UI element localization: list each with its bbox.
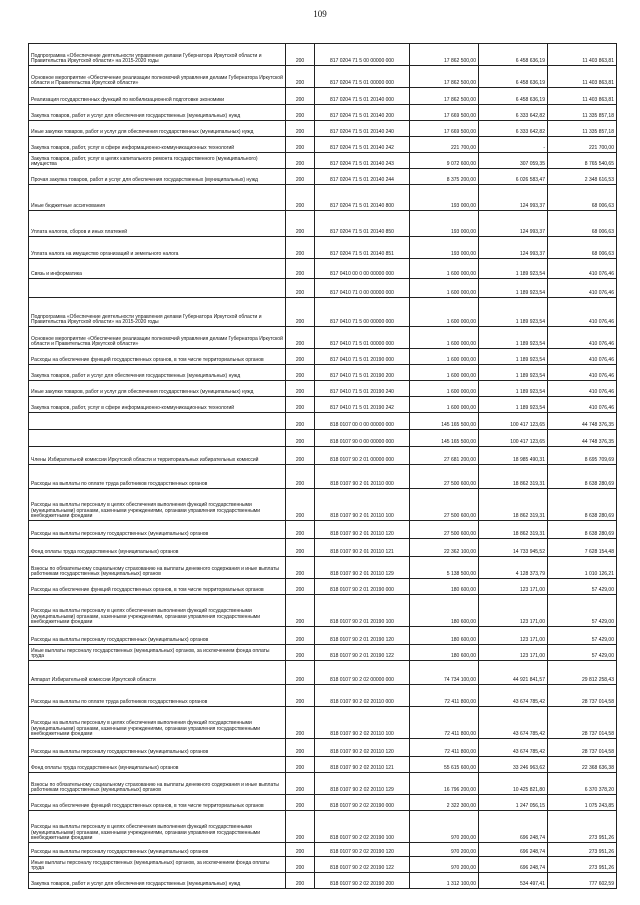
cell-executed: 6 333 642,82: [479, 105, 548, 121]
cell-line-code: 200: [286, 153, 315, 169]
cell-name: Закупка товаров, работ и услуг для обеспечения государственных (муниципальных) нужд: [29, 105, 286, 121]
cell-line-code: 200: [286, 873, 315, 889]
table-row: [29, 44, 617, 66]
cell-unexecuted: 410 076,46: [548, 365, 617, 381]
cell-approved: 27 500 600,00: [410, 489, 479, 521]
table-row: [29, 627, 617, 645]
cell-budget-code: 817 0204 71 5 01 20140 850: [315, 211, 410, 237]
cell-line-code: 200: [286, 661, 315, 685]
cell-approved: 5 138 500,00: [410, 557, 479, 579]
cell-name: Расходы на выплаты персоналу в целях обеспечения выполнения функций государственными (муниципальными) органами, казенными учреждениями, органами управления государственными внебюджетными фондами: [29, 811, 286, 843]
cell-budget-code: 818 0107 00 0 00 00000 000: [315, 413, 410, 430]
cell-unexecuted: 410 076,46: [548, 279, 617, 298]
cell-budget-code: 818 0107 90 2 02 20190 120: [315, 843, 410, 857]
cell-approved: 9 072 600,00: [410, 153, 479, 169]
cell-name: Основное мероприятие «Обеспечение реализации полномочий управления делами Губернатора Иркутской области и Правительства Иркутской области»: [29, 327, 286, 349]
cell-name: Реализация государственных функций по мобилизационной подготовке экономики: [29, 88, 286, 105]
table-row: [29, 539, 617, 557]
table-row: [29, 349, 617, 365]
cell-approved: 1 600 000,00: [410, 298, 479, 327]
cell-approved: 16 796 200,00: [410, 773, 479, 795]
cell-unexecuted: 273 951,26: [548, 811, 617, 843]
cell-unexecuted: 410 076,46: [548, 397, 617, 413]
cell-executed: 696 248,74: [479, 811, 548, 843]
cell-unexecuted: 28 737 014,58: [548, 685, 617, 707]
cell-budget-code: 817 0410 71 5 00 00000 000: [315, 298, 410, 327]
cell-unexecuted: 273 951,26: [548, 843, 617, 857]
cell-approved: 17 862 500,00: [410, 66, 479, 88]
cell-name: Закупка товаров, работ и услуг для обеспечения государственных (муниципальных) нужд: [29, 873, 286, 889]
cell-approved: 145 165 500,00: [410, 413, 479, 430]
cell-executed: 123 171,00: [479, 627, 548, 645]
cell-unexecuted: 7 628 154,48: [548, 539, 617, 557]
cell-budget-code: 818 0107 90 2 02 20190 200: [315, 873, 410, 889]
cell-approved: 17 862 500,00: [410, 88, 479, 105]
cell-budget-code: 818 0107 90 2 02 20110 100: [315, 707, 410, 739]
cell-unexecuted: 11 403 863,81: [548, 44, 617, 66]
cell-budget-code: 817 0410 71 5 01 20190 200: [315, 365, 410, 381]
cell-budget-code: 818 0107 90 2 02 20190 122: [315, 857, 410, 873]
cell-name: Основное мероприятие «Обеспечение реализации полномочий управления делами Губернатора Иркутской области и Правительства Иркутской области»: [29, 66, 286, 88]
cell-executed: 43 674 785,42: [479, 707, 548, 739]
cell-executed: 1 189 923,54: [479, 365, 548, 381]
cell-approved: 970 200,00: [410, 857, 479, 873]
cell-unexecuted: 410 076,46: [548, 259, 617, 279]
cell-name: Расходы на выплаты по оплате труда работников государственных органов: [29, 685, 286, 707]
table-row: [29, 521, 617, 539]
table-row: [29, 88, 617, 105]
cell-budget-code: 817 0204 71 5 01 20140 000: [315, 88, 410, 105]
cell-budget-code: 817 0204 71 5 01 20140 240: [315, 121, 410, 137]
cell-line-code: 200: [286, 795, 315, 811]
cell-name: [29, 430, 286, 447]
cell-approved: 970 200,00: [410, 811, 479, 843]
table-row: [29, 579, 617, 595]
cell-executed: 1 189 923,54: [479, 397, 548, 413]
cell-executed: 6 458 636,19: [479, 66, 548, 88]
cell-name: Уплата налога на имущество организаций и земельного налога: [29, 237, 286, 259]
cell-executed: 33 246 963,62: [479, 757, 548, 773]
cell-approved: 1 600 000,00: [410, 279, 479, 298]
cell-budget-code: 817 0410 00 0 00 00000 000: [315, 259, 410, 279]
cell-executed: 18 862 319,31: [479, 489, 548, 521]
table-row: [29, 185, 617, 211]
cell-line-code: 200: [286, 595, 315, 627]
cell-executed: 307 059,35: [479, 153, 548, 169]
cell-approved: 1 600 000,00: [410, 327, 479, 349]
cell-unexecuted: 57 429,00: [548, 627, 617, 645]
cell-name: Расходы на обеспечение функций государственных органов, в том числе территориальных органов: [29, 795, 286, 811]
cell-budget-code: 817 0204 71 5 01 00000 000: [315, 66, 410, 88]
cell-unexecuted: 777 602,59: [548, 873, 617, 889]
table-row: [29, 327, 617, 349]
cell-approved: 193 000,00: [410, 185, 479, 211]
cell-line-code: 200: [286, 757, 315, 773]
cell-approved: 145 165 500,00: [410, 430, 479, 447]
cell-unexecuted: 410 076,46: [548, 298, 617, 327]
cell-line-code: 200: [286, 211, 315, 237]
cell-name: Фонд оплаты труда государственных (муниципальных) органов: [29, 757, 286, 773]
table-row: [29, 811, 617, 843]
cell-budget-code: 817 0410 71 5 01 20190 240: [315, 381, 410, 397]
cell-line-code: 200: [286, 430, 315, 447]
table-row: [29, 397, 617, 413]
budget-table-body: [29, 44, 617, 889]
cell-budget-code: 818 0107 90 2 02 20110 120: [315, 739, 410, 757]
cell-executed: 6 458 636,19: [479, 44, 548, 66]
cell-line-code: 200: [286, 489, 315, 521]
cell-name: Связь и информатика: [29, 259, 286, 279]
cell-approved: 221 700,00: [410, 137, 479, 153]
cell-name: Члены Избирательной комиссии Иркутской области и территориальных избирательных комиссий: [29, 447, 286, 465]
cell-line-code: 200: [286, 137, 315, 153]
cell-approved: 8 375 200,00: [410, 169, 479, 185]
cell-unexecuted: 22 368 636,38: [548, 757, 617, 773]
cell-line-code: 200: [286, 279, 315, 298]
cell-approved: 180 600,00: [410, 627, 479, 645]
cell-executed: 123 171,00: [479, 595, 548, 627]
cell-line-code: 200: [286, 685, 315, 707]
table-row: [29, 857, 617, 873]
cell-approved: 55 615 600,00: [410, 757, 479, 773]
cell-name: Расходы на выплаты персоналу государственных (муниципальных) органов: [29, 843, 286, 857]
cell-unexecuted: 29 812 258,43: [548, 661, 617, 685]
table-row: [29, 795, 617, 811]
table-row: [29, 237, 617, 259]
cell-unexecuted: 1 075 243,85: [548, 795, 617, 811]
cell-name: Аппарат Избирательной комиссии Иркутской области: [29, 661, 286, 685]
cell-unexecuted: 11 335 857,18: [548, 121, 617, 137]
cell-line-code: 200: [286, 237, 315, 259]
cell-executed: 696 248,74: [479, 843, 548, 857]
cell-line-code: 200: [286, 121, 315, 137]
cell-unexecuted: 221 700,00: [548, 137, 617, 153]
cell-name: Иные бюджетные ассигнования: [29, 185, 286, 211]
cell-unexecuted: 57 429,00: [548, 645, 617, 661]
table-row: [29, 153, 617, 169]
cell-name: Расходы на выплаты по оплате труда работников государственных органов: [29, 465, 286, 489]
cell-unexecuted: 68 006,63: [548, 185, 617, 211]
cell-approved: 27 500 600,00: [410, 521, 479, 539]
cell-executed: 43 674 785,42: [479, 739, 548, 757]
table-row: [29, 557, 617, 579]
cell-approved: 27 681 200,00: [410, 447, 479, 465]
table-row: [29, 685, 617, 707]
cell-name: Иные выплаты персоналу государственных (муниципальных) органов, за исключением фонда оплаты труда: [29, 857, 286, 873]
cell-name: Иные выплаты персоналу государственных (муниципальных) органов, за исключением фонда оплаты труда: [29, 645, 286, 661]
cell-executed: 1 189 923,54: [479, 298, 548, 327]
cell-approved: 970 200,00: [410, 843, 479, 857]
cell-name: Прочая закупка товаров, работ и услуг для обеспечения государственных (муниципальных) нужд: [29, 169, 286, 185]
cell-unexecuted: 8 638 280,69: [548, 489, 617, 521]
table-row: [29, 66, 617, 88]
table-row: [29, 739, 617, 757]
cell-executed: 123 171,00: [479, 645, 548, 661]
cell-line-code: 200: [286, 66, 315, 88]
cell-executed: -: [479, 137, 548, 153]
cell-name: Иные закупки товаров, работ и услуг для обеспечения государственных (муниципальных) нужд: [29, 381, 286, 397]
cell-approved: 72 411 800,00: [410, 739, 479, 757]
table-row: [29, 843, 617, 857]
cell-unexecuted: 44 748 376,35: [548, 430, 617, 447]
table-row: [29, 465, 617, 489]
cell-executed: 1 189 923,54: [479, 349, 548, 365]
cell-name: Закупка товаров, работ, услуг в целях капитального ремонта государственного (муниципального) имущества: [29, 153, 286, 169]
table-row: [29, 298, 617, 327]
cell-budget-code: 818 0107 90 2 01 20110 121: [315, 539, 410, 557]
cell-executed: 123 171,00: [479, 579, 548, 595]
cell-approved: 193 000,00: [410, 211, 479, 237]
cell-unexecuted: 2 348 616,53: [548, 169, 617, 185]
cell-budget-code: 817 0410 71 5 01 20190 242: [315, 397, 410, 413]
cell-approved: 17 669 500,00: [410, 105, 479, 121]
cell-line-code: 200: [286, 259, 315, 279]
cell-budget-code: 818 0107 90 2 02 20110 000: [315, 685, 410, 707]
cell-budget-code: 818 0107 90 2 02 20110 129: [315, 773, 410, 795]
cell-line-code: 200: [286, 44, 315, 66]
cell-name: Иные закупки товаров, работ и услуг для обеспечения государственных (муниципальных) нужд: [29, 121, 286, 137]
cell-line-code: 200: [286, 739, 315, 757]
cell-line-code: 200: [286, 349, 315, 365]
cell-unexecuted: 8 695 709,69: [548, 447, 617, 465]
cell-line-code: 200: [286, 579, 315, 595]
cell-name: Закупка товаров, работ, услуг в сфере информационно-коммуникационных технологий: [29, 137, 286, 153]
cell-budget-code: 818 0107 90 2 01 20110 000: [315, 465, 410, 489]
cell-unexecuted: 8 638 280,69: [548, 465, 617, 489]
cell-approved: 1 312 100,00: [410, 873, 479, 889]
cell-name: Подпрограмма «Обеспечение деятельности управления делами Губернатора Иркутской области и Правительства Иркутской области» на 2015-2020 годы: [29, 44, 286, 66]
cell-executed: 1 189 923,54: [479, 381, 548, 397]
cell-name: Расходы на выплаты персоналу государственных (муниципальных) органов: [29, 627, 286, 645]
cell-executed: 696 248,74: [479, 857, 548, 873]
cell-approved: 74 734 100,00: [410, 661, 479, 685]
cell-approved: 22 362 100,00: [410, 539, 479, 557]
cell-name: [29, 413, 286, 430]
cell-budget-code: 818 0107 90 2 02 20190 000: [315, 795, 410, 811]
cell-line-code: 200: [286, 397, 315, 413]
cell-executed: 1 247 056,15: [479, 795, 548, 811]
cell-line-code: 200: [286, 327, 315, 349]
cell-unexecuted: 68 006,63: [548, 237, 617, 259]
table-row: [29, 645, 617, 661]
cell-line-code: 200: [286, 857, 315, 873]
cell-approved: 180 600,00: [410, 645, 479, 661]
cell-executed: 1 189 923,54: [479, 327, 548, 349]
cell-executed: 6 458 636,19: [479, 88, 548, 105]
cell-executed: 4 128 373,79: [479, 557, 548, 579]
cell-executed: 124 993,37: [479, 237, 548, 259]
cell-executed: 43 674 785,42: [479, 685, 548, 707]
cell-name: Расходы на выплаты персоналу государственных (муниципальных) органов: [29, 739, 286, 757]
cell-line-code: 200: [286, 645, 315, 661]
cell-unexecuted: 44 748 376,35: [548, 413, 617, 430]
cell-unexecuted: 410 076,46: [548, 327, 617, 349]
cell-line-code: 200: [286, 88, 315, 105]
table-row: [29, 121, 617, 137]
cell-name: Расходы на обеспечение функций государственных органов, в том числе территориальных органов: [29, 349, 286, 365]
cell-budget-code: 818 0107 90 2 01 20190 120: [315, 627, 410, 645]
cell-name: Расходы на обеспечение функций государственных органов, в том числе территориальных органов: [29, 579, 286, 595]
cell-budget-code: 818 0107 90 2 01 20190 000: [315, 579, 410, 595]
table-row: [29, 707, 617, 739]
cell-line-code: 200: [286, 413, 315, 430]
cell-unexecuted: 273 951,26: [548, 857, 617, 873]
cell-budget-code: 817 0204 71 5 01 20140 851: [315, 237, 410, 259]
table-row: [29, 595, 617, 627]
cell-budget-code: 817 0204 71 5 01 20140 244: [315, 169, 410, 185]
table-row: [29, 137, 617, 153]
cell-line-code: 200: [286, 707, 315, 739]
cell-budget-code: 818 0107 90 2 02 20190 100: [315, 811, 410, 843]
table-row: [29, 381, 617, 397]
cell-budget-code: 817 0410 71 5 01 00000 000: [315, 327, 410, 349]
cell-executed: 6 333 642,82: [479, 121, 548, 137]
cell-unexecuted: 57 429,00: [548, 579, 617, 595]
cell-budget-code: 817 0410 71 5 01 20190 000: [315, 349, 410, 365]
cell-line-code: 200: [286, 298, 315, 327]
cell-budget-code: 818 0107 90 2 02 20110 121: [315, 757, 410, 773]
cell-unexecuted: 11 403 863,81: [548, 66, 617, 88]
cell-budget-code: 817 0204 71 5 00 00000 000: [315, 44, 410, 66]
cell-executed: 124 993,37: [479, 211, 548, 237]
cell-budget-code: 817 0204 71 5 01 20140 243: [315, 153, 410, 169]
table-row: [29, 757, 617, 773]
table-row: [29, 447, 617, 465]
cell-line-code: 200: [286, 105, 315, 121]
cell-executed: 6 026 583,47: [479, 169, 548, 185]
table-row: [29, 169, 617, 185]
cell-line-code: 200: [286, 811, 315, 843]
cell-name: [29, 279, 286, 298]
cell-approved: 27 500 600,00: [410, 465, 479, 489]
cell-line-code: 200: [286, 773, 315, 795]
cell-executed: 10 425 821,80: [479, 773, 548, 795]
cell-unexecuted: 28 737 014,58: [548, 707, 617, 739]
cell-name: Расходы на выплаты персоналу государственных (муниципальных) органов: [29, 521, 286, 539]
table-row: [29, 413, 617, 430]
cell-executed: 1 189 923,54: [479, 259, 548, 279]
cell-line-code: 200: [286, 447, 315, 465]
table-row: [29, 259, 617, 279]
cell-approved: 72 411 800,00: [410, 707, 479, 739]
cell-approved: 1 600 000,00: [410, 349, 479, 365]
cell-unexecuted: 8 765 540,65: [548, 153, 617, 169]
cell-approved: 180 600,00: [410, 579, 479, 595]
cell-approved: 180 600,00: [410, 595, 479, 627]
cell-line-code: 200: [286, 539, 315, 557]
cell-unexecuted: 11 403 863,81: [548, 88, 617, 105]
cell-approved: 1 600 000,00: [410, 381, 479, 397]
cell-unexecuted: 28 737 014,58: [548, 739, 617, 757]
table-row: [29, 430, 617, 447]
cell-executed: 534 497,41: [479, 873, 548, 889]
cell-name: Расходы на выплаты персоналу в целях обеспечения выполнения функций государственными (муниципальными) органами, казенными учреждениями, органами управления государственными внебюджетными фондами: [29, 595, 286, 627]
cell-line-code: 200: [286, 365, 315, 381]
cell-unexecuted: 1 010 126,21: [548, 557, 617, 579]
cell-unexecuted: 410 076,46: [548, 381, 617, 397]
cell-approved: 17 669 500,00: [410, 121, 479, 137]
cell-unexecuted: 57 429,00: [548, 595, 617, 627]
cell-budget-code: 817 0410 71 0 00 00000 000: [315, 279, 410, 298]
cell-executed: 18 985 490,31: [479, 447, 548, 465]
cell-executed: 100 417 123,65: [479, 413, 548, 430]
cell-line-code: 200: [286, 185, 315, 211]
cell-unexecuted: 8 638 280,69: [548, 521, 617, 539]
table-row: [29, 211, 617, 237]
cell-budget-code: 817 0204 71 5 01 20140 242: [315, 137, 410, 153]
cell-executed: 44 921 841,57: [479, 661, 548, 685]
page-number: 109: [313, 9, 327, 19]
cell-executed: 100 417 123,65: [479, 430, 548, 447]
budget-table: [28, 43, 617, 889]
cell-budget-code: 818 0107 90 2 01 20110 120: [315, 521, 410, 539]
cell-line-code: 200: [286, 521, 315, 539]
cell-unexecuted: 68 006,63: [548, 211, 617, 237]
cell-executed: 1 189 923,54: [479, 279, 548, 298]
table-row: [29, 661, 617, 685]
cell-executed: 14 733 945,52: [479, 539, 548, 557]
cell-budget-code: 818 0107 90 0 00 00000 000: [315, 430, 410, 447]
cell-executed: 18 862 319,31: [479, 521, 548, 539]
cell-approved: 1 600 000,00: [410, 397, 479, 413]
table-row: [29, 105, 617, 121]
table-row: [29, 773, 617, 795]
cell-approved: 1 600 000,00: [410, 259, 479, 279]
cell-budget-code: 817 0204 71 5 01 20140 200: [315, 105, 410, 121]
cell-line-code: 200: [286, 169, 315, 185]
cell-approved: 2 322 300,00: [410, 795, 479, 811]
table-row: [29, 873, 617, 889]
cell-unexecuted: 11 335 857,18: [548, 105, 617, 121]
cell-budget-code: 818 0107 90 2 01 20190 100: [315, 595, 410, 627]
cell-line-code: 200: [286, 843, 315, 857]
cell-budget-code: 818 0107 90 2 02 00000 000: [315, 661, 410, 685]
cell-approved: 193 000,00: [410, 237, 479, 259]
cell-line-code: 200: [286, 627, 315, 645]
cell-name: Подпрограмма «Обеспечение деятельности управления делами Губернатора Иркутской области и Правительства Иркутской области» на 2015-2020 годы: [29, 298, 286, 327]
cell-line-code: 200: [286, 557, 315, 579]
cell-unexecuted: 6 370 378,20: [548, 773, 617, 795]
cell-budget-code: 818 0107 90 2 01 20190 122: [315, 645, 410, 661]
cell-name: Уплата налогов, сборов и иных платежей: [29, 211, 286, 237]
cell-name: Фонд оплаты труда государственных (муниципальных) органов: [29, 539, 286, 557]
table-row: [29, 365, 617, 381]
cell-executed: 124 993,37: [479, 185, 548, 211]
cell-unexecuted: 410 076,46: [548, 349, 617, 365]
cell-approved: 72 411 800,00: [410, 685, 479, 707]
cell-name: Взносы по обязательному социальному страхованию на выплаты денежного содержания и иные выплаты работникам государственных (муниципальных) органов: [29, 773, 286, 795]
cell-name: Расходы на выплаты персоналу в целях обеспечения выполнения функций государственными (муниципальными) органами, казенными учреждениями, органами управления государственными внебюджетными фондами: [29, 489, 286, 521]
cell-budget-code: 817 0204 71 5 01 20140 800: [315, 185, 410, 211]
cell-budget-code: 818 0107 90 2 01 20110 129: [315, 557, 410, 579]
cell-budget-code: 818 0107 90 2 01 20110 100: [315, 489, 410, 521]
cell-name: Взносы по обязательному социальному страхованию на выплаты денежного содержания и иные выплаты работникам государственных (муниципальных) органов: [29, 557, 286, 579]
table-row: [29, 279, 617, 298]
cell-executed: 18 862 319,31: [479, 465, 548, 489]
cell-budget-code: 818 0107 90 2 01 00000 000: [315, 447, 410, 465]
cell-line-code: 200: [286, 381, 315, 397]
cell-name: Расходы на выплаты персоналу в целях обеспечения выполнения функций государственными (муниципальными) органами, казенными учреждениями, органами управления государственными внебюджетными фондами: [29, 707, 286, 739]
cell-line-code: 200: [286, 465, 315, 489]
cell-approved: 1 600 000,00: [410, 365, 479, 381]
cell-name: Закупка товаров, работ, услуг в сфере информационно-коммуникационных технологий: [29, 397, 286, 413]
table-row: [29, 489, 617, 521]
cell-approved: 17 862 500,00: [410, 44, 479, 66]
cell-name: Закупка товаров, работ и услуг для обеспечения государственных (муниципальных) нужд: [29, 365, 286, 381]
